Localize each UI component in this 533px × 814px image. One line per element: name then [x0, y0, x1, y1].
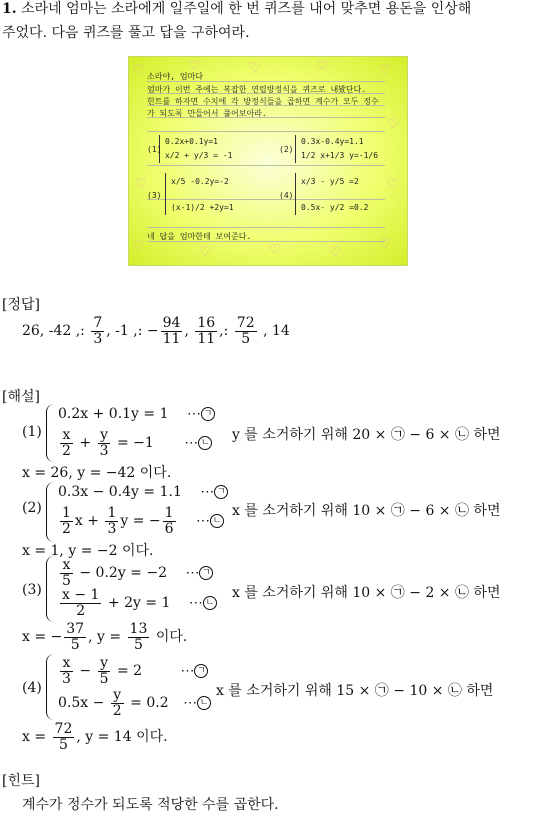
step-2-result: x = 1, y = −2 이다. — [22, 543, 154, 559]
answer-fraction-2: $\frac{94}{11}$ — [162, 315, 181, 347]
problem-text-1: 소라네 엄마는 소라에게 일주일에 한 번 퀴즈를 내어 맞추면 용돈을 인상해 — [21, 1, 472, 17]
answer-header: [정답] — [2, 297, 40, 313]
step-4-system: $\frac{x}{3}$ − $\frac{y}{5}$ = 2 ⋯ ㄱ 0.5x − $\frac{y}{2}$ = 0.2 ⋯ ㄴ — [46, 654, 216, 720]
answer-fraction-1: $\frac{7}{3}$ — [93, 315, 103, 347]
quiz-p3-label: (3) — [147, 191, 162, 200]
problem-line-1 — [2, 0, 471, 20]
quiz-p1-eq1: 0.2x+0.1y=1 — [165, 137, 218, 146]
quiz-p1-eq2: x/2 + y/3 = -1 — [165, 151, 233, 160]
answer-fraction-4: $\frac{72}{5}$ — [236, 315, 255, 347]
explanation-header: [해설] — [2, 389, 40, 405]
step-3-result: x = − $\frac{37}{5}$ , y = $\frac{13}{5}$ 이다. — [22, 621, 188, 653]
step-1-system: 0.2x + 0.1y = 1 ⋯ ㄱ $\frac{x}{2}$ + $\frac{y}{3}$ = −1 ⋯ ㄴ — [46, 404, 216, 462]
quiz-p2-eq2: 1/2 x+1/3 y=-1/6 — [301, 151, 379, 160]
step-2-method: x 를 소거하기 위해 10 × ㉠ − 6 × ㉡ 하면 — [232, 503, 501, 519]
step-1-label: (1) — [22, 424, 42, 440]
quiz-intro-1: 엄마가 이번 주에는 복잡한 연립방정식을 퀴즈로 내봤단다. — [147, 85, 367, 94]
quiz-greeting: 소라야, 엄마다 — [147, 72, 204, 81]
answer-part-1: 26, -42 ,: — [22, 323, 85, 340]
hint-text: 계수가 정수가 되도록 적당한 수를 곱한다. — [22, 797, 279, 813]
quiz-image: ♡ ♡ ♡ ♡ ♡ ♡ ♡ ♡ ♡ ♡ ♡ ♡ ♡ 소라야, 엄마다 엄마가 이번 주에는 복잡한 연립방정식을 퀴즈로 내봤단다. 힌트를 하자면 수치에 각 방정식들을 곱하면 계수가 모두 정수 가 되도록 만들어서 풀어보아라. (1) 0.2x+0.1y=1 x/2 + y/3 = -1 (2) 0.3x-0.4y=1.1 1/2 x+1/3 y=-1/6 (3) x/5 -0.2y=-2 (x-1)/2 +2y=1 (4) x/3 - y/5 =2 0.5x- y/2 =0.2 네 답을 엄마한테 보여준다. — [128, 56, 408, 266]
quiz-p1-label: (1) — [147, 145, 162, 154]
step-4-label: (4) — [22, 680, 42, 696]
quiz-intro-2: 힌트를 하자면 수치에 각 방정식들을 곱하면 계수가 모두 정수 — [147, 97, 379, 106]
quiz-p3-eq1: x/5 -0.2y=-2 — [171, 177, 229, 186]
quiz-p3-eq2: (x-1)/2 +2y=1 — [171, 203, 234, 212]
quiz-p4-label: (4) — [279, 191, 294, 200]
problem-number: 1. — [2, 1, 17, 17]
answer-fraction-3: $\frac{16}{11}$ — [197, 315, 216, 347]
quiz-p4-eq1: x/3 - y/5 =2 — [301, 177, 359, 186]
quiz-closing: 네 답을 엄마한테 보여준다. — [147, 232, 252, 241]
step-2-system: 0.3x − 0.4y = 1.1 ⋯ ㄱ $\frac{1}{2}$ x + $\frac{1}{3}$ y = − $\frac{1}{6}$ ⋯ ㄴ — [46, 482, 228, 542]
step-1-result: x = 26, y = −42 이다. — [22, 465, 172, 481]
quiz-p4-eq2: 0.5x- y/2 =0.2 — [301, 203, 369, 212]
step-3-label: (3) — [22, 582, 42, 598]
step-4-method: x 를 소거하기 위해 15 × ㉠ − 10 × ㉡ 하면 — [216, 683, 494, 699]
step-2-label: (2) — [22, 500, 42, 516]
quiz-p2-eq1: 0.3x-0.4y=1.1 — [301, 137, 364, 146]
answer-part-2: , -1 ,: − — [106, 323, 159, 340]
quiz-p2-label: (2) — [279, 145, 294, 154]
hint-header: [힌트] — [2, 773, 40, 789]
step-3-system: $\frac{x}{5}$ − 0.2y = −2 ⋯ ㄱ $\frac{x - 1}{2}$ + 2y = 1 ⋯ ㄴ — [46, 556, 218, 622]
step-4-result: x = $\frac{72}{5}$ , y = 14 이다. — [22, 721, 168, 753]
answer-line: 26, -42 ,: $\frac{7}{3}$ , -1 ,: − $\frac{94}{11}$ , $\frac{16}{11}$ ,: $\frac{72}{5}$ , 14 — [22, 315, 290, 347]
step-3-method: x 를 소거하기 위해 10 × ㉠ − 2 × ㉡ 하면 — [232, 585, 501, 601]
problem-line-2: 주었다. 다음 퀴즈를 풀고 답을 구하여라. — [2, 25, 250, 41]
step-1-method: y 를 소거하기 위해 20 × ㉠ − 6 × ㉡ 하면 — [232, 427, 501, 443]
quiz-intro-3: 가 되도록 만들어서 풀어보아라. — [147, 109, 267, 118]
